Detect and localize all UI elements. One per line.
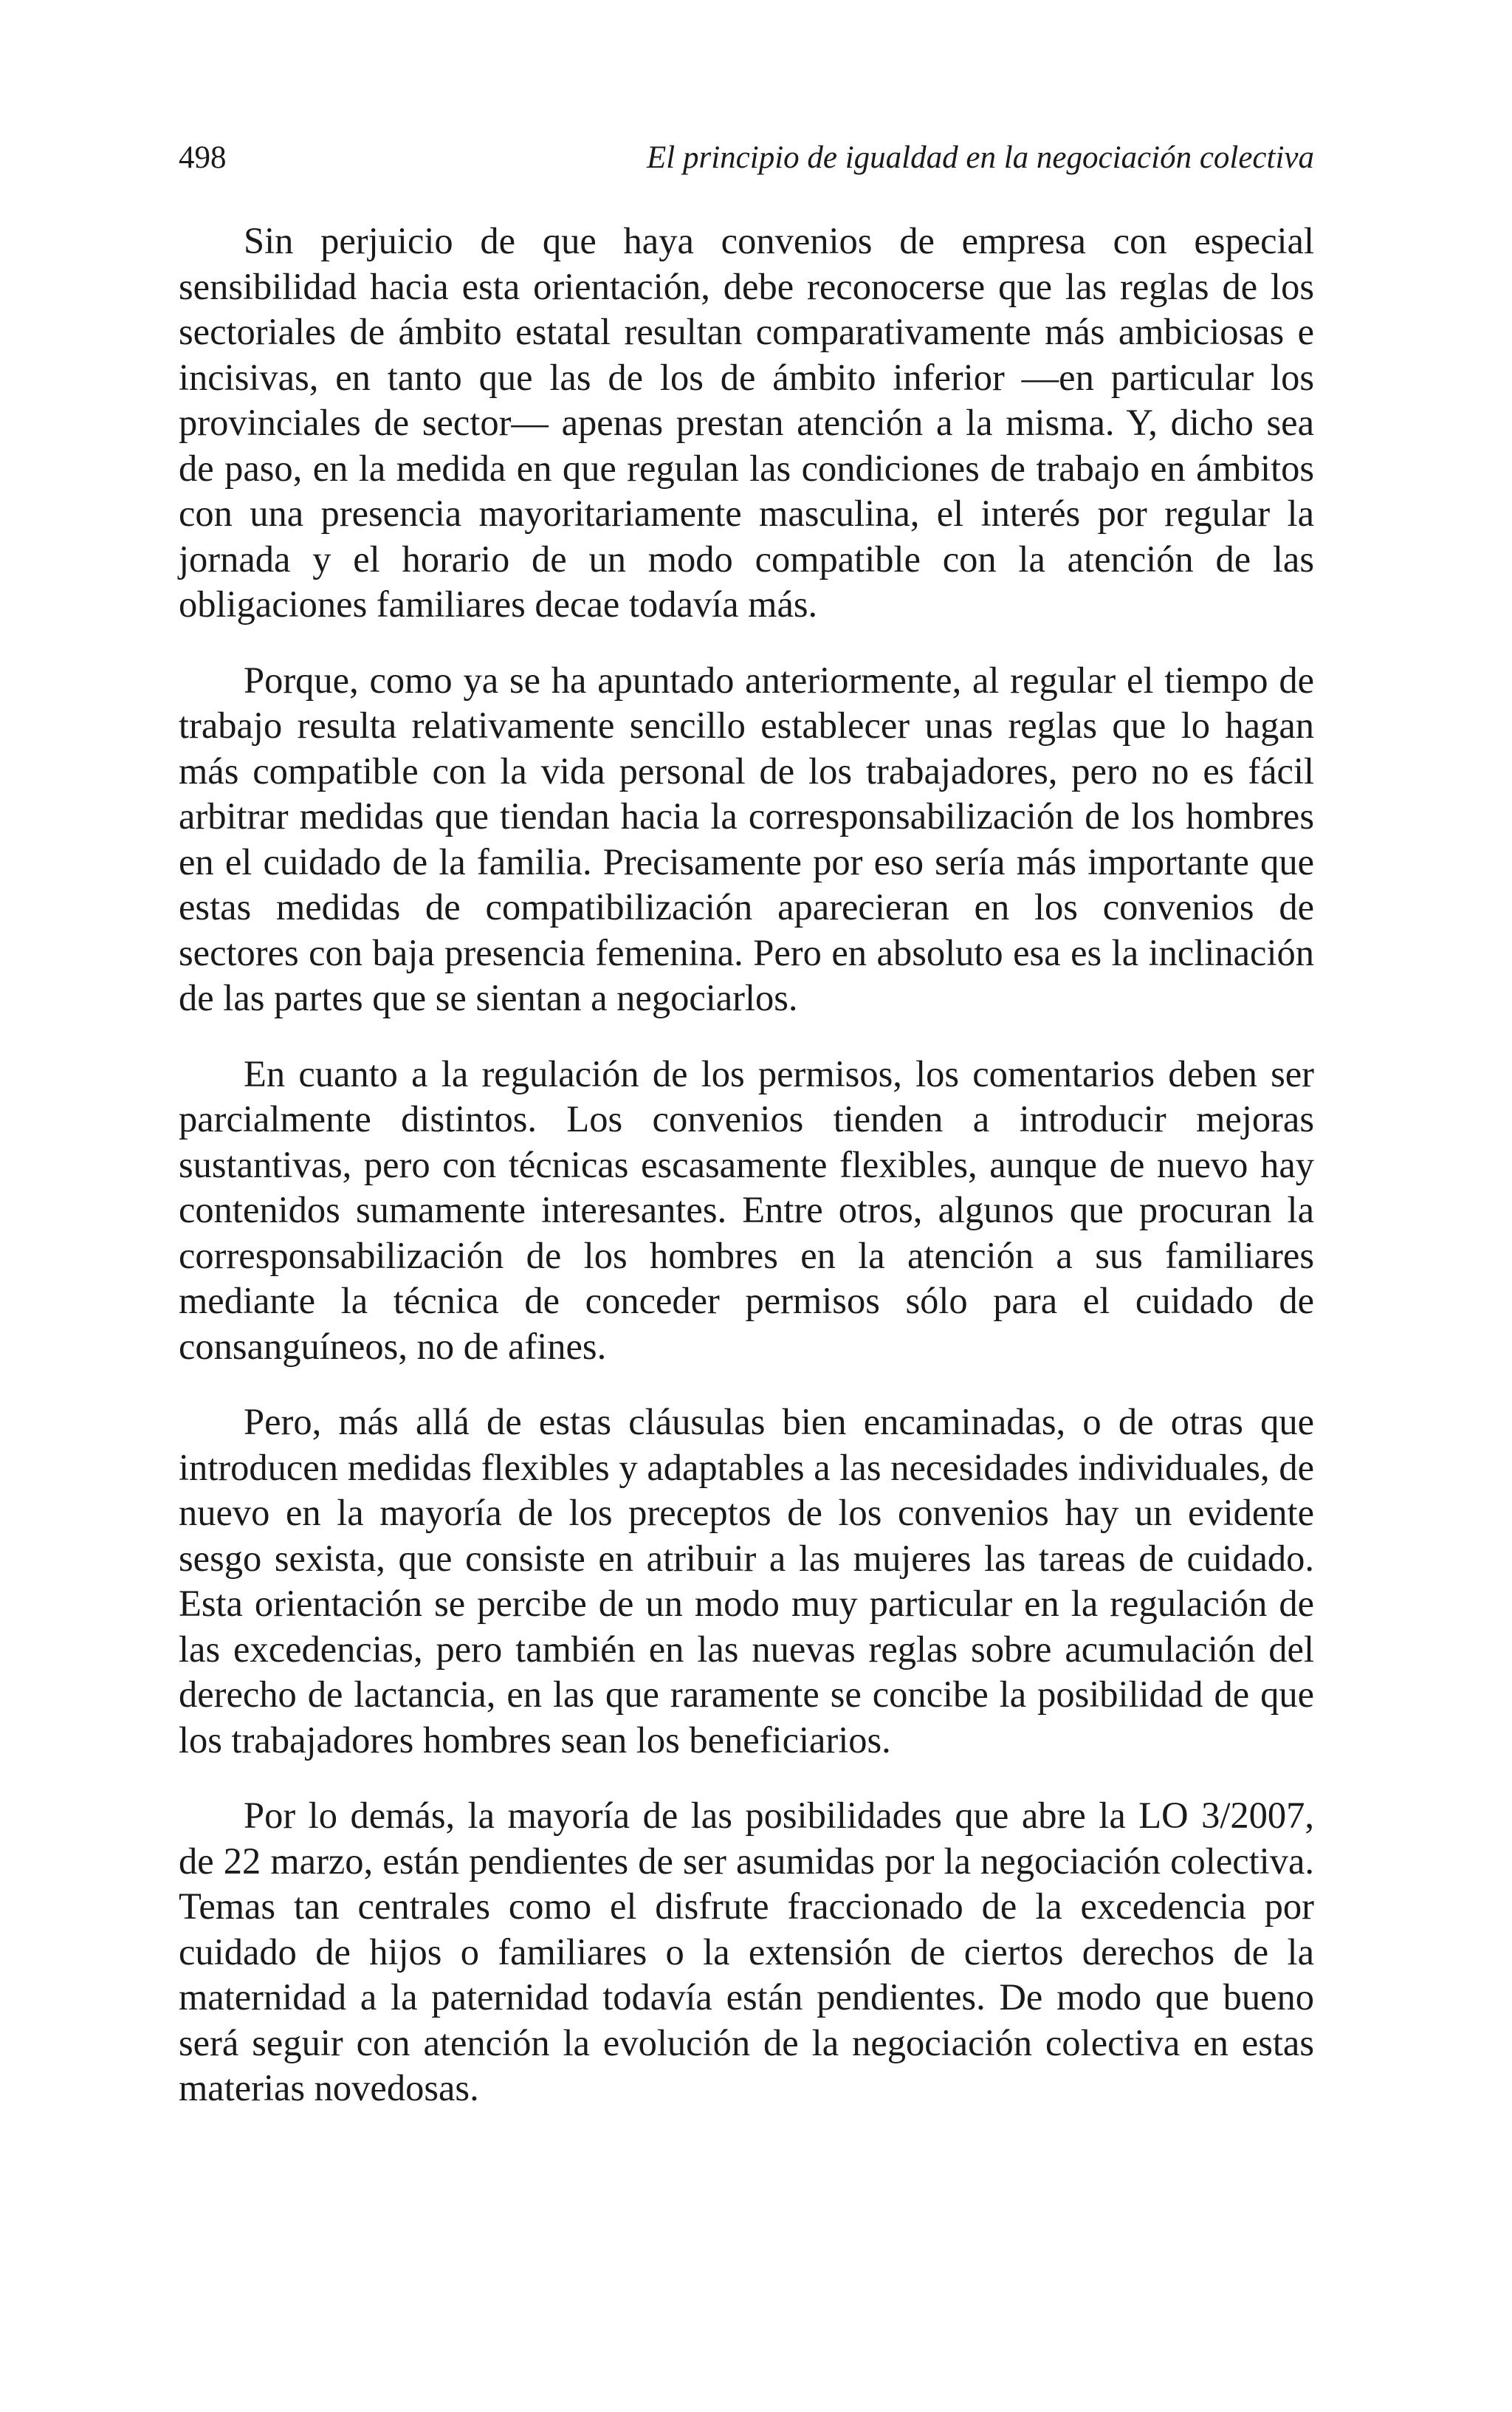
paragraph: En cuanto a la regulación de los permisos, los comentarios deben ser parcialmente distintos. Los convenios tienden a introducir mejoras sustantivas, pero con técnicas escasamente flexibles, aunque de nuevo hay contenidos sumamente interesantes. Entre otros, algunos que procuran la corresponsabilización de los hombres en la atención a sus familiares mediante la técnica de conceder permisos sólo para el cuidado de consanguíneos, no de afines. [179, 1052, 1314, 1367]
paragraph: Por lo demás, la mayoría de las posibilidades que abre la LO 3/2007, de 22 marzo, están pendientes de ser asumidas por la negociación colectiva. Temas tan centrales como el disfrute fraccionado de la excedencia por cuidado de hijos o familiares o la extensión de ciertos derechos de la maternidad a la paternidad todavía están pendientes. De modo que bueno será seguir con atención la evolución de la negociación colectiva en estas materias novedosas. [179, 1795, 1314, 2108]
page-number: 498 [179, 140, 227, 175]
body-text [179, 219, 1314, 2142]
paragraph: Sin perjuicio de que haya convenios de empresa con especial sensibilidad hacia esta orientación, debe reconocerse que las reglas de los sectoriales de ámbito estatal resultan comparativamente más ambiciosas e incisivas, en tanto que las de los de ámbito inferior —en particular los provinciales de sector— apenas prestan atención a la misma. Y, dicho sea de paso, en la medida en que regulan las condiciones de trabajo en ámbitos con una presencia mayoritariamente masculina, el interés por regular la jornada y el horario de un modo compatible con la atención de las obligaciones familiares decae todavía más. [179, 220, 1314, 625]
paragraph: Porque, como ya se ha apuntado anteriormente, al regular el tiempo de trabajo resulta relativamente sencillo establecer unas reglas que lo hagan más compatible con la vida personal de los trabajadores, pero no es fácil arbitrar medidas que tiendan hacia la corresponsabilización de los hombres en el cuidado de la familia. Precisamente por eso sería más importante que estas medidas de compatibilización aparecieran en los convenios de sectores con baja presencia femenina. Pero en absoluto esa es la inclinación de las partes que se sientan a negociarlos. [179, 659, 1314, 1018]
paragraph: Pero, más allá de estas cláusulas bien encaminadas, o de otras que introducen medidas flexibles y adaptables a las necesidades individuales, de nuevo en la mayoría de los preceptos de los convenios hay un evidente sesgo sexista, que consiste en atribuir a las mujeres las tareas de cuidado. Esta orientación se percibe de un modo muy particular en la regulación de las excedencias, pero también en las nuevas reglas sobre acumulación del derecho de lactancia, en las que raramente se concibe la posibilidad de que los trabajadores hombres sean los beneficiarios. [179, 1401, 1314, 1761]
running-head [179, 136, 1314, 180]
running-title: El principio de igualdad en la negociación colectiva [647, 140, 1314, 175]
